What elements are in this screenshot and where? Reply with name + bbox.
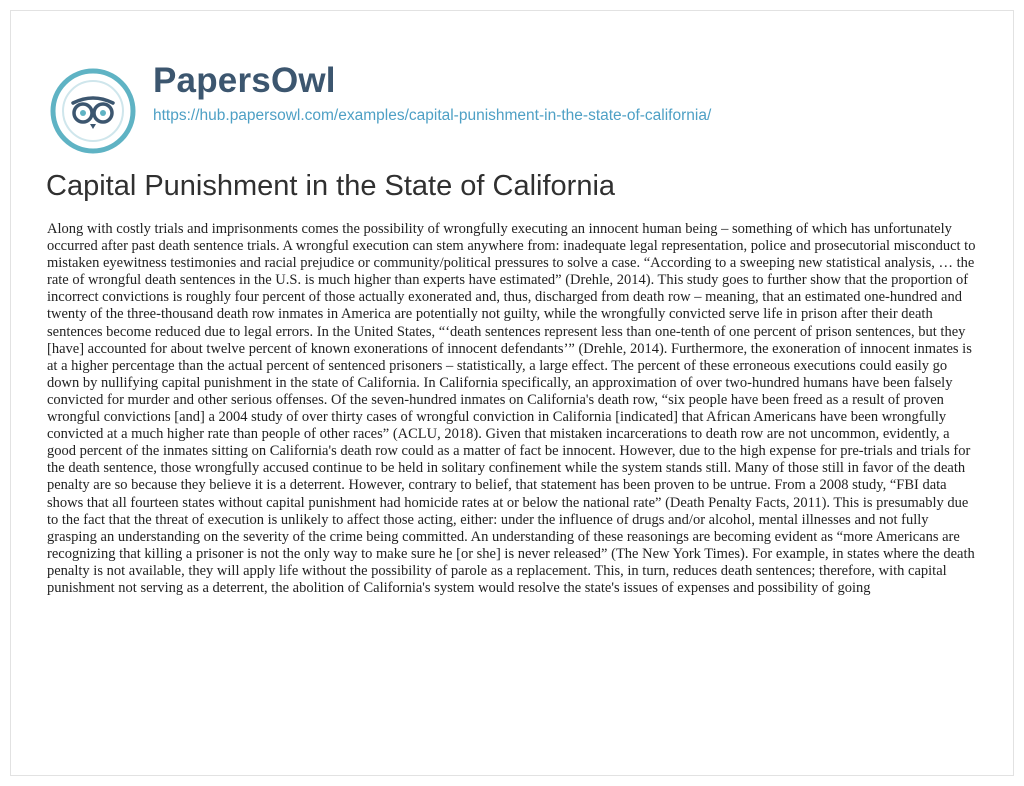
site-header [45, 55, 985, 145]
owl-logo-icon [45, 63, 141, 159]
page-title: Capital Punishment in the State of California [46, 170, 616, 202]
brand-name[interactable]: PapersOwl [153, 61, 336, 100]
page-url-link[interactable]: https://hub.papersowl.com/examples/capital-punishment-in-the-state-of-california/ [153, 107, 712, 124]
essay-body: Along with costly trials and imprisonments comes the possibility of wrongfully executing an innocent human being – something of which has unfortunately occurred after past death sentence trials. A wrongful execution can stem anywhere from: inadequate legal representation, police and prosecutorial misconduct to mistaken eyewitness testimonies and racial prejudice or community/political pressures to solve a case. “According to a sweeping new statistical analysis, … the rate of wrongful death sentences in the U.S. is much higher than experts have estimated” (Drehle, 2014). This study goes to further show that the proportion of incorrect convictions is roughly four percent of those actually exonerated and, thus, discharged from death row – meaning, that an estimated one-hundred and twenty of the three-thousand death row inmates in America are potentially not guilty, while the wrongfully convicted serve life in prison after their death sentences become reduced due to legal errors. In the United States, “‘death sentences represent less than one-tenth of one percent of prison sentences, but they [have] accounted for about twelve percent of known exonerations of innocent defendants’” (Drehle, 2014). Furthermore, the exoneration of innocent inmates is at a higher percentage than the actual percent of sentenced prisoners – statistically, a large effect. The percent of these erroneous executions could easily go down by nullifying capital punishment in the state of California. In California specifically, an approximation of over two-hundred humans have been falsely convicted for murder and other serious offenses. Of the seven-hundred inmates on California's death row, “six people have been freed as a result of proven wrongful convictions [and] a 2004 study of over thirty cases of wrongful conviction in California [indicated] that African Americans have been wrongfully convicted at a much higher rate than people of other races” (ACLU, 2018). Given that mistaken incarcerations to death row are not uncommon, evidently, a good percent of the inmates sitting on California's death row could as a matter of fact be innocent. However, due to the high expense for pre-trials and trials for the death sentence, those wrongfully accused continue to be held in solitary confinement while the system stands still. Many of those still in favor of the death penalty are so because they believe it is a deterrent. However, contrary to belief, that statement has been proven to be untrue. From a 2008 study, “FBI data shows that all fourteen states without capital punishment had homicide rates at or below the national rate” (Death Penalty Facts, 2011). This is presumably due to the fact that the threat of execution is unlikely to affect those acting, either: under the influence of drugs and/or alcohol, mental illnesses and not fully grasping an understanding on the severity of the crime being committed. An understanding of these reasonings are becoming evident as “more Americans are recognizing that killing a prisoner is not the only way to make sure he [or she] is never released” (The New York Times). For example, in states where the death penalty is not available, they will apply life without the possibility of parole as a replacement. This, in turn, reduces death sentences; therefore, with capital punishment not serving as a deterrent, the abolition of California's system would resolve the state's issues of expenses and possibility of going [47, 221, 976, 596]
